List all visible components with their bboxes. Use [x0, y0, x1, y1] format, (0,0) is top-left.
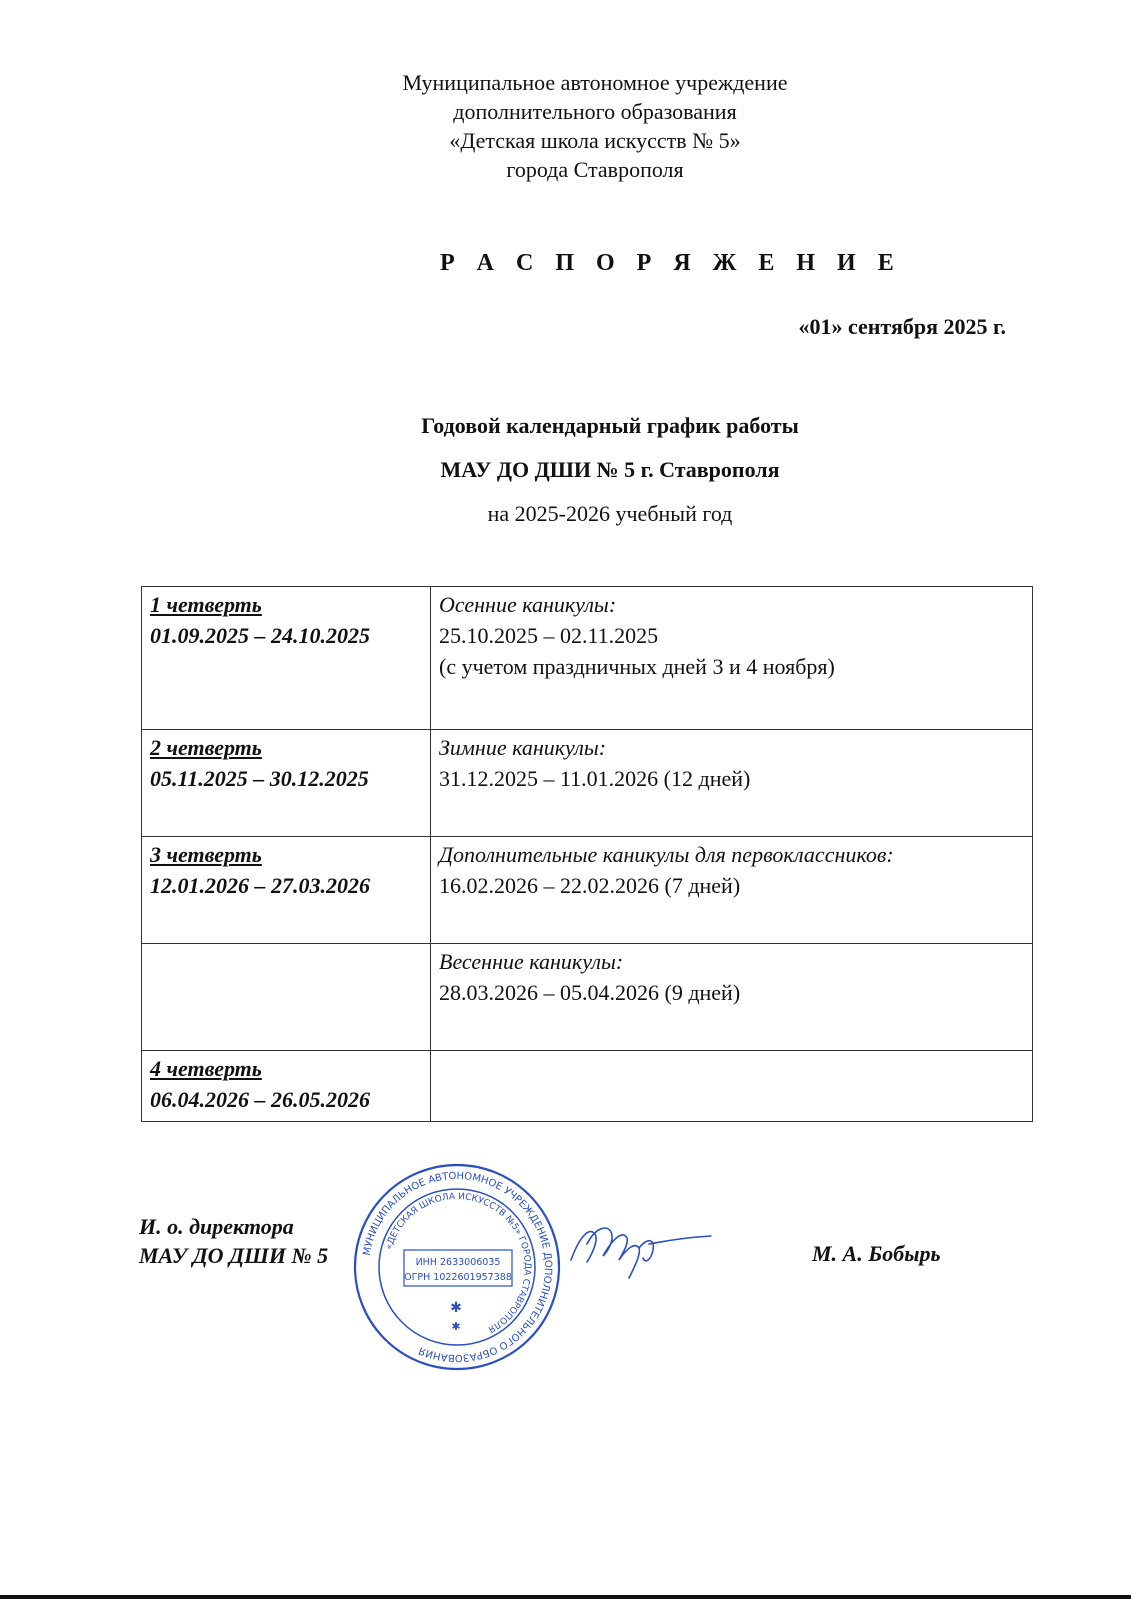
quarter-period: 06.04.2026 – 26.05.2026 [150, 1087, 370, 1112]
doc-title-line-2: МАУ ДО ДШИ № 5 г. Ставрополя [440, 457, 780, 482]
holiday-dates: 31.12.2025 – 11.01.2026 (12 дней) [439, 766, 751, 791]
quarter-title: 4 четверть [150, 1056, 262, 1081]
quarter-cell [142, 837, 431, 944]
schedule-table [141, 586, 1033, 1122]
holiday-cell [431, 730, 1033, 837]
holiday-dates: 28.03.2026 – 05.04.2026 (9 дней) [439, 980, 741, 1005]
doc-title-line-1: Годовой календарный график работы [421, 413, 799, 438]
table-row [142, 1051, 1033, 1122]
stamp-star-icon: ✱ [451, 1320, 461, 1333]
holiday-cell-empty [431, 1051, 1033, 1122]
institution-header [300, 68, 890, 184]
handwritten-signature-icon [565, 1208, 715, 1288]
quarter-cell [142, 730, 431, 837]
holiday-note: (с учетом праздничных дней 3 и 4 ноября) [439, 654, 835, 679]
table-row [142, 944, 1033, 1051]
document-title [300, 404, 920, 536]
holiday-label: Осенние каникулы: [439, 592, 617, 617]
quarter-period: 01.09.2025 – 24.10.2025 [150, 623, 370, 648]
stamp-ogrn: ОГРН 1022601957388 [404, 1272, 512, 1283]
doc-title-line-3: на 2025-2026 учебный год [487, 501, 733, 526]
signatory-position [139, 1212, 328, 1270]
order-title: Р А С П О Р Я Ж Е Н И Е [440, 250, 902, 276]
header-line-4: города Ставрополя [506, 157, 684, 182]
holiday-cell [431, 837, 1033, 944]
quarter-period: 05.11.2025 – 30.12.2025 [150, 766, 369, 791]
table-row [142, 730, 1033, 837]
quarter-cell-empty [142, 944, 431, 1051]
signatory-position-line-1: И. о. директора [139, 1214, 294, 1239]
holiday-label: Весенние каникулы: [439, 949, 624, 974]
holiday-dates: 25.10.2025 – 02.11.2025 [439, 623, 659, 648]
holiday-cell [431, 944, 1033, 1051]
header-line-3: «Детская школа искусств № 5» [449, 128, 741, 153]
stamp-outer-text: МУНИЦИПАЛЬНОЕ АВТОНОМНОЕ УЧРЕЖДЕНИЕ ДОПОЛНИТЕЛЬНОГО ОБРАЗОВАНИЯ [361, 1170, 554, 1364]
quarter-title: 1 четверть [150, 592, 262, 617]
signatory-position-line-2: МАУ ДО ДШИ № 5 [139, 1243, 329, 1268]
quarter-cell [142, 1051, 431, 1122]
quarter-title: 2 четверть [150, 735, 262, 760]
stamp-inn: ИНН 2633006035 [415, 1257, 501, 1268]
quarter-cell [142, 587, 431, 730]
order-date: «01» сентября 2025 г. [798, 314, 1006, 339]
table-row [142, 837, 1033, 944]
stamp-inner-text: «ДЕТСКАЯ ШКОЛА ИСКУССТВ №5» ГОРОДА СТАВРОПОЛЯ [384, 1191, 533, 1334]
stamp-star-icon: ✱ [450, 1300, 462, 1316]
official-stamp [352, 1162, 562, 1372]
table-row [142, 587, 1033, 730]
quarter-period: 12.01.2026 – 27.03.2026 [150, 873, 370, 898]
quarter-title: 3 четверть [150, 842, 262, 867]
holiday-cell [431, 587, 1033, 730]
header-line-1: Муниципальное автономное учреждение [402, 70, 788, 95]
header-line-2: дополнительного образования [453, 99, 737, 124]
signatory-name: М. А. Бобырь [812, 1241, 941, 1266]
holiday-dates: 16.02.2026 – 22.02.2026 (7 дней) [439, 873, 741, 898]
holiday-label: Зимние каникулы: [439, 735, 607, 760]
scan-bottom-edge [0, 1595, 1131, 1599]
holiday-label: Дополнительные каникулы для первоклассников: [439, 842, 894, 867]
